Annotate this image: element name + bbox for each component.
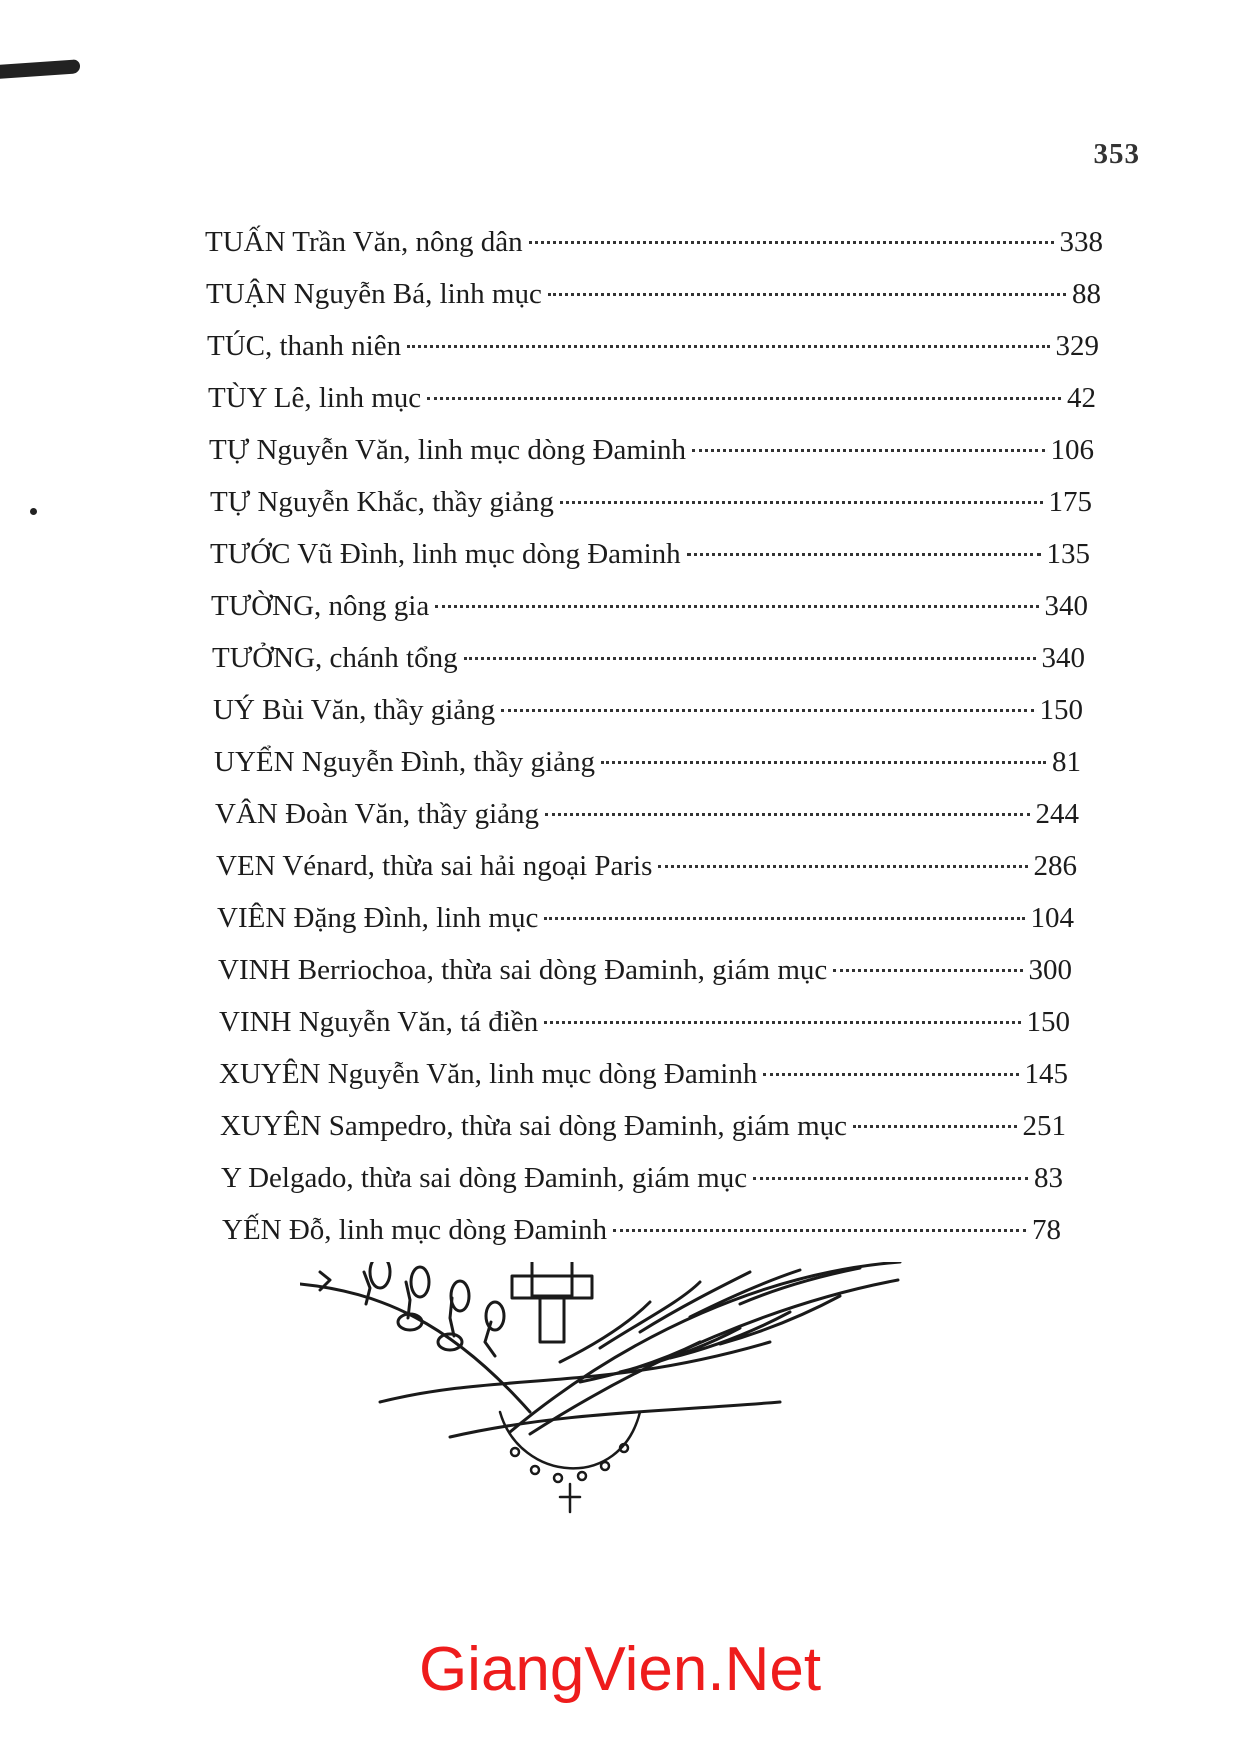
dot-leader [544,1021,1020,1024]
index-entry [222,1204,1061,1256]
entry-label: TUẬN Nguyễn Bá, linh mục [206,278,542,310]
entry-page-number: 106 [1050,434,1094,466]
laurel-branch-left [300,1262,530,1412]
index-entry [212,632,1085,684]
entry-page-number: 150 [1039,694,1083,726]
entry-page-number: 340 [1041,642,1085,674]
entry-page-number: 83 [1034,1162,1063,1194]
dot-leader [613,1229,1026,1232]
entry-page-number: 81 [1052,746,1081,778]
entry-label: VÂN Đoàn Văn, thầy giảng [215,798,540,830]
entry-page-number: 251 [1022,1110,1066,1142]
palm-cross-ornament [300,1262,940,1542]
dot-leader [560,501,1043,504]
entry-label: TÚC, thanh niên [207,330,402,362]
dot-leader [833,969,1022,972]
index-entry [219,1048,1068,1100]
entry-label: VIÊN Đặng Đình, linh mục [217,902,539,934]
index-entry [219,996,1070,1048]
rosary [500,1412,640,1512]
dot-leader [763,1073,1018,1076]
entry-label: TÙY Lê, linh mục [208,382,422,414]
index-entry [211,580,1088,632]
dot-leader [464,657,1036,660]
entry-label: TỰ Nguyễn Văn, linh mục dòng Đaminh [209,434,687,466]
cross-icon [512,1262,592,1342]
entry-label: VINH Berriochoa, thừa sai dòng Đaminh, giám mục [218,954,828,986]
entry-page-number: 150 [1026,1006,1070,1038]
entry-label: VINH Nguyễn Văn, tá điền [219,1006,539,1038]
index-entry [205,216,1103,268]
dot-leader [753,1177,1028,1180]
index-entry [208,372,1096,424]
watermark-text: GiangVien.Net [418,1635,822,1704]
index-list [205,216,1103,1256]
entry-label: TỰ Nguyễn Khắc, thầy giảng [210,486,554,518]
entry-page-number: 145 [1024,1058,1068,1090]
entry-page-number: 175 [1048,486,1092,518]
crossing-staff [380,1342,780,1437]
index-entry [214,736,1081,788]
entry-label: UYỂN Nguyễn Đình, thầy giảng [214,746,595,778]
dot-leader [529,241,1054,244]
entry-page-number: 244 [1035,798,1079,830]
index-entry [220,1100,1066,1152]
index-entry [213,684,1083,736]
index-entry [210,476,1092,528]
entry-label: VEN Vénard, thừa sai hải ngoại Paris [216,850,653,882]
entry-label: TƯỚC Vũ Đình, linh mục dòng Đaminh [210,538,681,570]
entry-page-number: 329 [1055,330,1099,362]
dot-leader [853,1125,1016,1128]
entry-page-number: 88 [1072,278,1101,310]
entry-page-number: 135 [1046,538,1090,570]
dot-leader [435,605,1038,608]
entry-label: XUYÊN Nguyễn Văn, linh mục dòng Đaminh [219,1058,758,1090]
scan-dot [30,508,37,515]
entry-label: TUẤN Trần Văn, nông dân [205,226,523,258]
index-entry [210,528,1090,580]
entry-page-number: 42 [1067,382,1096,414]
entry-label: Y Delgado, thừa sai dòng Đaminh, giám mục [221,1162,748,1194]
entry-label: TƯỜNG, nông gia [211,590,430,622]
index-entry [218,944,1072,996]
dot-leader [501,709,1033,712]
dot-leader [548,293,1066,296]
dot-leader [544,917,1024,920]
entry-label: YẾN Đỗ, linh mục dòng Đaminh [222,1214,608,1246]
dot-leader [601,761,1046,764]
entry-page-number: 340 [1044,590,1088,622]
index-entry [215,788,1079,840]
entry-label: TƯỞNG, chánh tổng [212,642,458,674]
entry-label: XUYÊN Sampedro, thừa sai dòng Đaminh, giám mục [220,1110,848,1142]
scan-edge-mark [0,59,80,79]
page-number: 353 [1093,138,1140,170]
dot-leader [427,397,1061,400]
entry-page-number: 104 [1030,902,1074,934]
dot-leader [407,345,1049,348]
entry-label: UÝ Bùi Văn, thầy giảng [213,694,496,726]
index-entry [207,320,1099,372]
dot-leader [687,553,1041,556]
dot-leader [692,449,1044,452]
entry-page-number: 300 [1028,954,1072,986]
entry-page-number: 338 [1059,226,1103,258]
dot-leader [545,813,1029,816]
index-entry [206,268,1101,320]
index-entry [216,840,1077,892]
index-entry [209,424,1094,476]
entry-page-number: 78 [1032,1214,1061,1246]
index-entry [217,892,1074,944]
index-entry [221,1152,1063,1204]
dot-leader [658,865,1027,868]
entry-page-number: 286 [1033,850,1077,882]
